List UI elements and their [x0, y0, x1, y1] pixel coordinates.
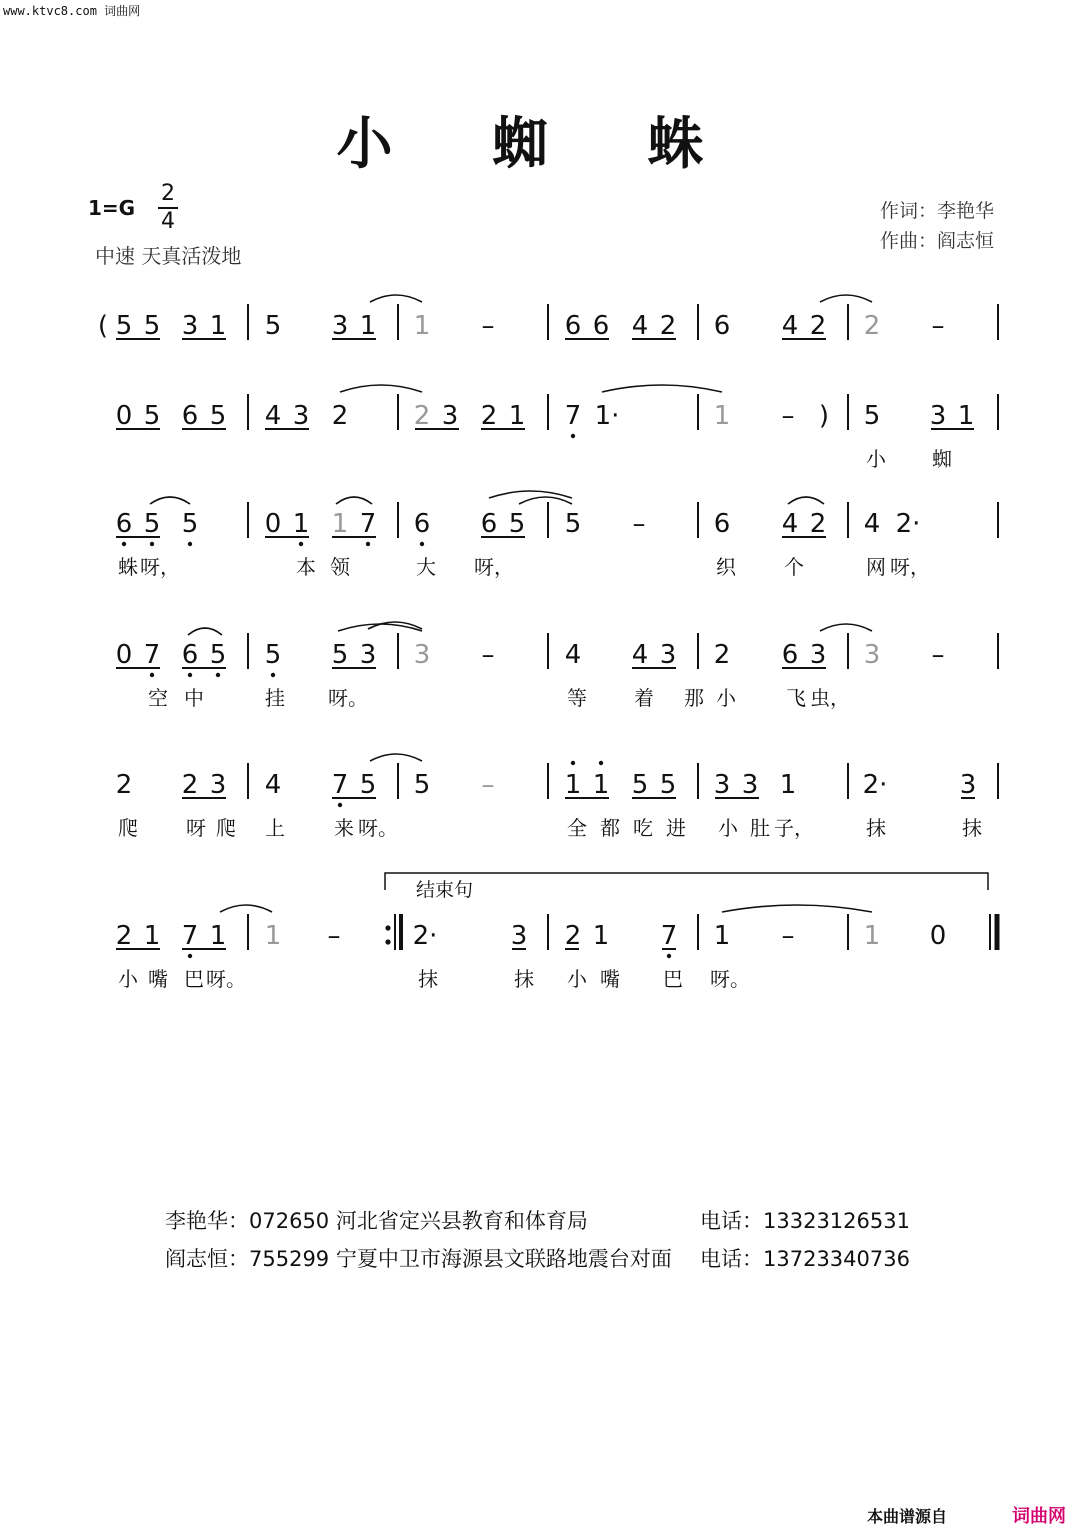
lyric-syllable: 小 — [716, 686, 736, 710]
note: ( — [97, 311, 109, 341]
footer-logo[interactable]: 词曲网 — [1012, 1506, 1066, 1527]
repeat-dot — [385, 939, 390, 944]
lyric-syllable: 挂 — [265, 686, 285, 710]
note: 3 — [741, 770, 759, 800]
note: 3 — [413, 640, 431, 670]
lyric-syllable: 中 — [184, 686, 204, 710]
lyric-syllable: 呀， — [890, 555, 930, 579]
meter-top: 2 — [161, 181, 175, 206]
lyric-syllable: 虫， — [810, 686, 850, 710]
tie-slur — [220, 905, 272, 912]
octave-dot-high — [599, 761, 603, 765]
note: – — [781, 921, 795, 951]
note: 1· — [594, 401, 620, 431]
note: 7 — [359, 509, 377, 539]
meter-bottom: 4 — [161, 209, 175, 234]
note: 7 — [564, 401, 582, 431]
note: 0 — [115, 401, 133, 431]
note: 2 — [115, 921, 133, 951]
tie-slur — [188, 628, 222, 635]
lyric-syllable: 呀， — [474, 555, 514, 579]
note: 5 — [264, 640, 282, 670]
note: 1 — [209, 311, 227, 341]
repeat-dot — [385, 925, 390, 930]
volta-bracket — [385, 873, 988, 890]
note: – — [632, 509, 646, 539]
note: 5 — [264, 311, 282, 341]
note: 5 — [659, 770, 677, 800]
contact-address: 阎志恒：755299 宁夏中卫市海源县文联路地震台对面 — [165, 1247, 672, 1271]
lyric-syllable: 爬 — [216, 816, 236, 840]
note: 4 — [264, 770, 282, 800]
site-url: www.ktvc8.com 词曲网 — [3, 4, 141, 18]
contact-row-composer — [165, 1240, 910, 1278]
octave-dot-low — [667, 954, 671, 958]
lyric-syllable: 巴 — [184, 967, 204, 991]
contact-address: 李艳华：072650 河北省定兴县教育和体育局 — [165, 1209, 588, 1233]
note: 1 — [713, 921, 731, 951]
note: 5 — [564, 509, 582, 539]
tie-slur — [519, 497, 572, 504]
octave-dot-low — [420, 542, 424, 546]
note: 3 — [929, 401, 947, 431]
lyric-syllable: 抹 — [418, 967, 438, 991]
note: 3 — [359, 640, 377, 670]
lyric-syllable: 呀。 — [206, 967, 246, 991]
footer-source-text: 本曲谱源自 — [867, 1507, 948, 1526]
tempo-marking: 中速 天真活泼地 — [95, 244, 242, 268]
lyric-syllable: 着 — [634, 686, 654, 710]
lyric-syllable: 全 — [567, 816, 587, 840]
note: 3 — [959, 770, 977, 800]
note: 4 — [781, 509, 799, 539]
lyric-syllable: 个 — [784, 555, 804, 579]
note: 2 — [413, 401, 431, 431]
lyric-syllable: 呀。 — [328, 686, 368, 710]
lyric-syllable: 呀 — [186, 816, 206, 840]
note: 2· — [895, 509, 921, 539]
note: 2 — [809, 311, 827, 341]
note: 5 — [209, 640, 227, 670]
octave-dot-low — [150, 673, 154, 677]
note: 5 — [143, 311, 161, 341]
key-signature: 1=G — [88, 196, 136, 220]
lyric-syllable: 本 — [296, 555, 316, 579]
note: 1 — [508, 401, 526, 431]
contact-phone: 电话：13723340736 — [700, 1247, 910, 1271]
note: 4 — [781, 311, 799, 341]
note: 3 — [209, 770, 227, 800]
note: 5 — [413, 770, 431, 800]
note: 3 — [659, 640, 677, 670]
volta-label: 结束句 — [416, 879, 474, 901]
lyric-syllable: 领 — [330, 555, 350, 579]
note: 0 — [929, 921, 947, 951]
tie-slur — [340, 385, 422, 392]
lyric-syllable: 进 — [666, 816, 686, 840]
lyric-syllable: 上 — [265, 816, 285, 840]
note: 2 — [713, 640, 731, 670]
note: 5 — [331, 640, 349, 670]
note: 6 — [713, 311, 731, 341]
octave-dot-low — [188, 954, 192, 958]
note: 6 — [592, 311, 610, 341]
note: 0 — [264, 509, 282, 539]
tie-slur — [370, 295, 422, 302]
note: 1 — [957, 401, 975, 431]
note: 6 — [181, 640, 199, 670]
note: 7 — [143, 640, 161, 670]
lyric-syllable: 肚 — [750, 816, 770, 840]
note: 3 — [863, 640, 881, 670]
note: 4 — [631, 640, 649, 670]
note: – — [781, 401, 795, 431]
note: 6 — [480, 509, 498, 539]
lyric-syllable: 子， — [774, 816, 814, 840]
lyric-syllable: 小 — [567, 967, 587, 991]
lyric-syllable: 织 — [716, 555, 736, 579]
note: – — [481, 311, 495, 341]
note: 2 — [564, 921, 582, 951]
lyric-syllable: 爬 — [118, 816, 138, 840]
note: 3 — [510, 921, 528, 951]
note: 0 — [115, 640, 133, 670]
tie-slur — [370, 754, 422, 761]
note: 2 — [331, 401, 349, 431]
note: 5 — [209, 401, 227, 431]
note: 7 — [660, 921, 678, 951]
octave-dot-high — [571, 761, 575, 765]
note: – — [931, 311, 945, 341]
note: 4 — [564, 640, 582, 670]
note: 1 — [331, 509, 349, 539]
lyric-syllable: 都 — [600, 816, 620, 840]
tie-slur — [722, 905, 872, 912]
composer-credit: 作曲：阎志恒 — [880, 230, 995, 252]
note: 2 — [809, 509, 827, 539]
lyric-syllable: 呀。 — [358, 816, 398, 840]
lyric-syllable: 大 — [416, 555, 436, 579]
octave-dot-low — [299, 542, 303, 546]
lyric-syllable: 网 — [866, 555, 886, 579]
lyric-syllable: 蛛 — [118, 555, 138, 579]
note: 2 — [659, 311, 677, 341]
tie-slur — [820, 295, 872, 302]
octave-dot-low — [150, 542, 154, 546]
tie-slur — [820, 624, 872, 631]
note: 1 — [413, 311, 431, 341]
lyric-syllable: 蜘 — [932, 447, 952, 471]
note: 2 — [480, 401, 498, 431]
lyric-syllable: 吃 — [633, 816, 653, 840]
note: 5 — [508, 509, 526, 539]
contact-info — [165, 1202, 910, 1278]
note: 1 — [592, 770, 610, 800]
lyric-syllable: 呀。 — [710, 967, 750, 991]
note: 4 — [863, 509, 881, 539]
lyric-syllable: 小 — [866, 447, 886, 471]
note: 5 — [359, 770, 377, 800]
note: 6 — [115, 509, 133, 539]
lyric-syllable: 呀， — [140, 555, 180, 579]
octave-dot-low — [188, 673, 192, 677]
note: 2· — [862, 770, 888, 800]
note: 1 — [359, 311, 377, 341]
note: 2 — [181, 770, 199, 800]
note: 7 — [331, 770, 349, 800]
lyric-syllable: 飞 — [786, 686, 806, 710]
lyric-syllable: 嘴 — [600, 967, 620, 991]
note: 4 — [631, 311, 649, 341]
octave-dot-low — [338, 803, 342, 807]
lyric-syllable: 抹 — [962, 816, 982, 840]
note: 6 — [564, 311, 582, 341]
note: 3 — [809, 640, 827, 670]
note: 1 — [592, 921, 610, 951]
note: 7 — [181, 921, 199, 951]
octave-dot-low — [122, 542, 126, 546]
tie-slur — [338, 624, 422, 631]
note: 1 — [863, 921, 881, 951]
note: 1 — [779, 770, 797, 800]
note: – — [481, 640, 495, 670]
note: 3 — [292, 401, 310, 431]
contact-row-lyricist — [165, 1202, 910, 1240]
note: 1 — [292, 509, 310, 539]
octave-dot-low — [571, 434, 575, 438]
lyric-syllable: 抹 — [514, 967, 534, 991]
octave-dot-low — [216, 673, 220, 677]
lyric-syllable: 小 — [718, 816, 738, 840]
lyric-syllable: 等 — [567, 686, 587, 710]
note: – — [327, 921, 341, 951]
note: 6 — [413, 509, 431, 539]
lyric-syllable: 嘴 — [148, 967, 168, 991]
note: 5 — [631, 770, 649, 800]
note: 5 — [143, 509, 161, 539]
note: 2 — [115, 770, 133, 800]
lyric-syllable: 抹 — [866, 816, 886, 840]
lyric-syllable: 空 — [148, 686, 168, 710]
note: 3 — [181, 311, 199, 341]
note: 3 — [441, 401, 459, 431]
note: 5 — [115, 311, 133, 341]
octave-dot-low — [366, 542, 370, 546]
note: 1 — [264, 921, 282, 951]
note: 6 — [181, 401, 199, 431]
note: – — [931, 640, 945, 670]
octave-dot-low — [271, 673, 275, 677]
lyric-syllable: 来 — [334, 816, 354, 840]
note: 5 — [143, 401, 161, 431]
note: 4 — [264, 401, 282, 431]
lyricist-credit: 作词：李艳华 — [880, 200, 995, 222]
note: ) — [818, 401, 830, 431]
lyric-syllable: 巴 — [663, 967, 683, 991]
note: 5 — [863, 401, 881, 431]
note: 1 — [564, 770, 582, 800]
note: 3 — [331, 311, 349, 341]
note: – — [481, 770, 495, 800]
note: 3 — [713, 770, 731, 800]
note: 1 — [713, 401, 731, 431]
lyric-syllable: 那 — [684, 686, 704, 710]
note: 6 — [781, 640, 799, 670]
tie-slur — [788, 497, 824, 504]
tie-slur — [489, 491, 572, 498]
tie-slur — [336, 497, 372, 504]
note: 6 — [713, 509, 731, 539]
note: 2· — [412, 921, 438, 951]
note: 1 — [209, 921, 227, 951]
lyric-syllable: 小 — [118, 967, 138, 991]
song-title: 小 蜘 蛛 — [336, 111, 744, 177]
tie-slur — [150, 497, 190, 504]
tie-slur — [602, 385, 722, 392]
contact-phone: 电话：13323126531 — [700, 1209, 910, 1233]
note: 2 — [863, 311, 881, 341]
note: 5 — [181, 509, 199, 539]
note: 1 — [143, 921, 161, 951]
octave-dot-low — [188, 542, 192, 546]
